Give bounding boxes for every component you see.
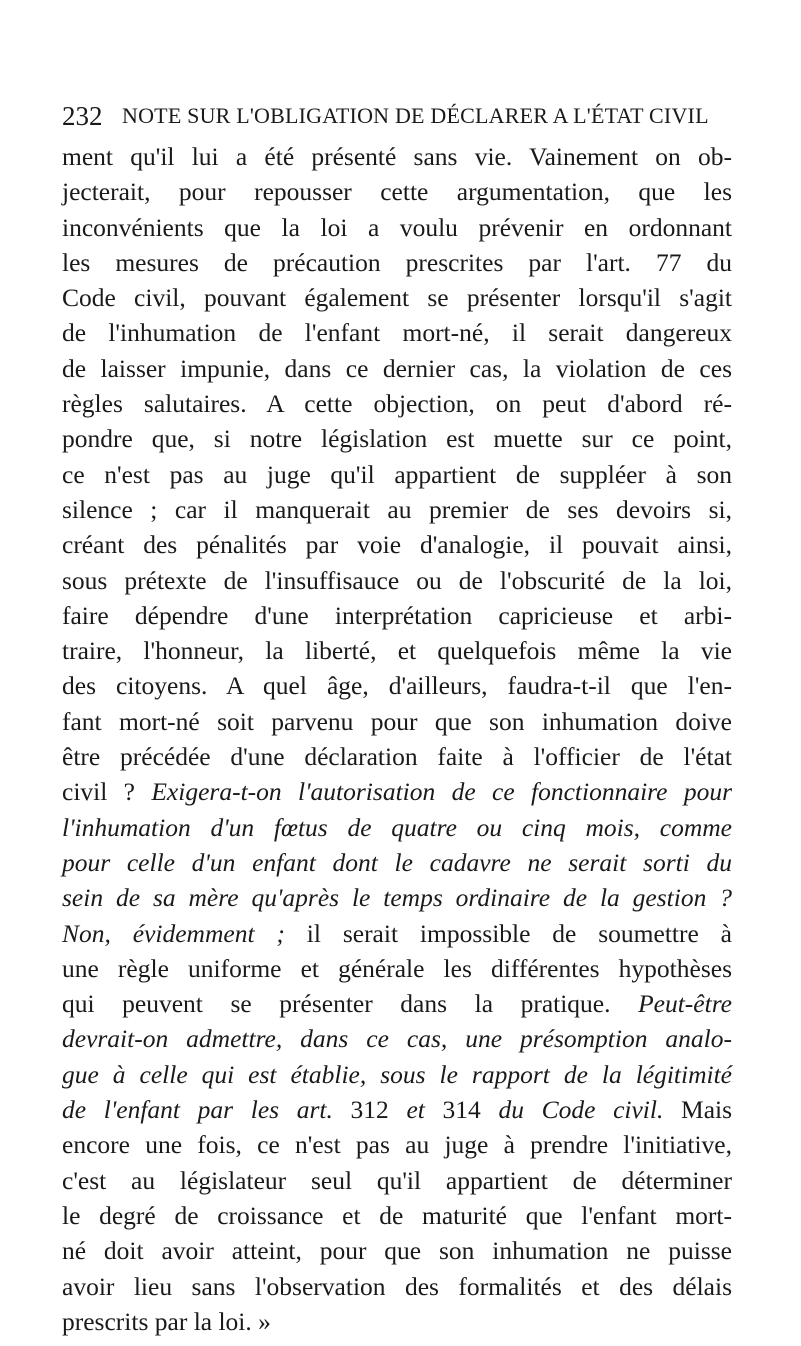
text-segment: créant des pénalités par voie d'analogie, il pouvait ainsi, bbox=[62, 530, 732, 560]
text-segment: de l'inhumation de l'enfant mort-né, il serait dangereux bbox=[62, 318, 732, 348]
text-segment: silence ; car il manquerait au premier de ses devoirs si, bbox=[62, 494, 732, 524]
text-segment: né doit avoir atteint, pour que son inhumation ne puisse bbox=[62, 1236, 732, 1266]
text-line bbox=[62, 563, 732, 598]
italic-segment: pour celle d'un enfant dont le cadavre ne serait sorti du bbox=[62, 847, 732, 877]
text-segment: civil ? bbox=[62, 777, 152, 807]
page-header bbox=[62, 96, 732, 136]
text-line bbox=[62, 774, 732, 809]
body-text bbox=[62, 139, 732, 1339]
text-line bbox=[62, 1127, 732, 1162]
text-line bbox=[62, 916, 732, 951]
text-segment: 312 bbox=[332, 1095, 407, 1125]
italic-segment: du Code civil. bbox=[498, 1095, 664, 1125]
text-segment: encore une fois, ce n'est pas au juge à prendre l'initiative, bbox=[62, 1130, 732, 1160]
text-line bbox=[62, 1092, 732, 1127]
text-line bbox=[62, 210, 732, 245]
text-line bbox=[62, 457, 732, 492]
text-segment: règles salutaires. A cette objection, on peut d'abord ré- bbox=[62, 389, 732, 419]
page-number: 232 bbox=[62, 101, 103, 131]
text-line bbox=[62, 174, 732, 209]
text-segment: traire, l'honneur, la liberté, et quelquefois même la vie bbox=[62, 636, 732, 666]
text-line bbox=[62, 598, 732, 633]
italic-segment: gue à celle qui est établie, sous le rapport de la légitimité bbox=[62, 1059, 732, 1089]
text-segment: être précédée d'une déclaration faite à l'officier de l'état bbox=[62, 742, 732, 772]
text-line bbox=[62, 739, 732, 774]
text-segment: Code civil, pouvant également se présenter lorsqu'il s'agit bbox=[62, 283, 732, 313]
text-line bbox=[62, 1198, 732, 1233]
text-line bbox=[62, 1269, 732, 1304]
text-line bbox=[62, 704, 732, 739]
text-line bbox=[62, 1163, 732, 1198]
text-segment: inconvénients que la loi a voulu prévenir en ordonnant bbox=[62, 212, 732, 242]
text-line bbox=[62, 386, 732, 421]
text-segment: avoir lieu sans l'observation des formalités et des délais bbox=[62, 1271, 732, 1301]
text-segment: ment qu'il lui a été présenté sans vie. Vainement on ob- bbox=[62, 142, 732, 171]
text-line bbox=[62, 492, 732, 527]
text-line bbox=[62, 986, 732, 1021]
italic-segment: Non, évidemment ; bbox=[62, 918, 285, 948]
text-line bbox=[62, 527, 732, 562]
text-segment: des citoyens. A quel âge, d'ailleurs, faudra-t-il que l'en- bbox=[62, 671, 732, 701]
text-segment: c'est au législateur seul qu'il appartient de déterminer bbox=[62, 1165, 732, 1195]
text-segment: les mesures de précaution prescrites par l'art. 77 du bbox=[62, 247, 732, 277]
text-segment: le degré de croissance et de maturité que l'enfant mort- bbox=[62, 1200, 732, 1230]
text-line bbox=[62, 139, 732, 174]
text-line bbox=[62, 315, 732, 350]
text-segment: Mais bbox=[663, 1095, 733, 1125]
running-title: NOTE SUR L'OBLIGATION DE DÉCLARER A L'ÉTAT CIVIL bbox=[122, 103, 709, 128]
text-line bbox=[62, 668, 732, 703]
text-line bbox=[62, 810, 732, 845]
text-line bbox=[62, 633, 732, 668]
text-line bbox=[62, 421, 732, 456]
text-segment: faire dépendre d'une interprétation capricieuse et arbi- bbox=[62, 600, 732, 630]
italic-segment: et bbox=[406, 1095, 425, 1125]
text-segment: ce n'est pas au juge qu'il appartient de suppléer à son bbox=[62, 459, 732, 489]
italic-segment: Peut-être bbox=[638, 989, 732, 1019]
text-line bbox=[62, 1057, 732, 1092]
text-line bbox=[62, 1304, 732, 1339]
text-segment: qui peuvent se présenter dans la pratique. bbox=[62, 989, 639, 1019]
text-line bbox=[62, 1233, 732, 1268]
text-segment: pondre que, si notre législation est muette sur ce point, bbox=[62, 424, 732, 454]
text-segment: il serait impossible de soumettre à bbox=[284, 918, 732, 948]
italic-segment: de l'enfant par les art. bbox=[62, 1095, 333, 1125]
text-segment: une règle uniforme et générale les différentes hypothèses bbox=[62, 953, 732, 983]
text-line bbox=[62, 280, 732, 315]
text-line bbox=[62, 351, 732, 386]
text-line bbox=[62, 845, 732, 880]
text-segment: sous prétexte de l'insuffisauce ou de l'obscurité de la loi, bbox=[62, 565, 732, 595]
text-segment: jecterait, pour repousser cette argumentation, que les bbox=[62, 177, 732, 207]
italic-segment: l'inhumation d'un fœtus de quatre ou cinq mois, comme bbox=[62, 812, 732, 842]
text-line bbox=[62, 1021, 732, 1056]
text-segment: prescrits par la loi. » bbox=[62, 1306, 271, 1336]
text-segment: de laisser impunie, dans ce dernier cas, la violation de ces bbox=[62, 353, 732, 383]
text-segment: fant mort-né soit parvenu pour que son inhumation doive bbox=[62, 706, 732, 736]
italic-segment: Exigera-t-on l'autorisation de ce fonctionnaire pour bbox=[151, 777, 732, 807]
text-line bbox=[62, 880, 732, 915]
text-line bbox=[62, 951, 732, 986]
italic-segment: devrait-on admettre, dans ce cas, une présomption analo- bbox=[62, 1024, 732, 1054]
text-line bbox=[62, 245, 732, 280]
text-segment: 314 bbox=[424, 1095, 499, 1125]
italic-segment: sein de sa mère qu'après le temps ordinaire de la gestion ? bbox=[62, 883, 732, 913]
